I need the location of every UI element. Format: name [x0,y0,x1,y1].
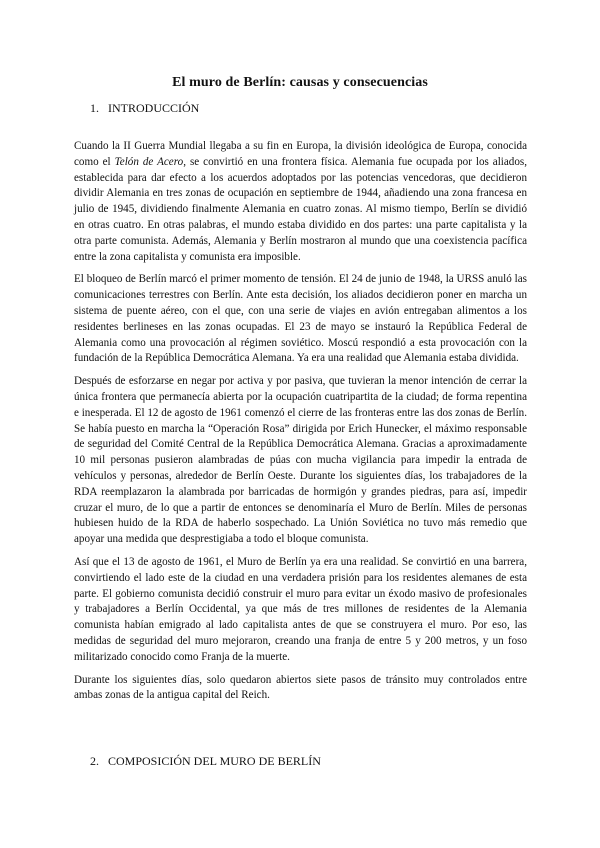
section-title: COMPOSICIÓN DEL MURO DE BERLÍN [108,754,321,768]
paragraph-4: Así que el 13 de agosto de 1961, el Muro de Berlín ya era una realidad. Se convirtió en una barrera, convirtiendo el lado este de la ciudad en una verdadera prisión para los residentes alemanes de esta parte. El gobierno comunista decidió construir el muro para evitar un éxodo masivo de profesionales y trabajadores a Berlín Occidental, ya que más de tres millones de residentes de la Alemania comunista habían emigrado al lado capitalista antes de que se construyera el muro. Por eso, las medidas de seguridad del muro mejoraron, creando una franja de entre 5 y 200 metros, y un foso militarizado conocido como Franja de la muerte. [74,555,527,663]
paragraph-1 [74,139,527,265]
paragraph-5: Durante los siguientes días, solo quedaron abiertos siete pasos de tránsito muy controlados entre ambas zonas de la antigua capital del Reich. [74,673,527,702]
section-title: INTRODUCCIÓN [108,101,200,115]
paragraph-3: Después de esforzarse en negar por activa y por pasiva, que tuvieran la menor intención de cerrar la única frontera que permanecía abierta por la ocupación cuatripartita de la ciudad; de forma repentina e inesperada. El 12 de agosto de 1961 comenzó el cierre de las fronteras entre las dos zonas de Berlín. Se había puesto en marcha la “Operación Rosa” dirigida por Erich Hunecker, el máximo responsable de seguridad del Comité Central de la República Democrática Alemana. Gracias a aproximadamente 10 mil personas pusieron alambradas de púas con mucha vigilancia para impedir la entrada de vehículos y personas, alrededor de Berlín Oeste. Durante los siguientes días, los trabajadores de la RDA reemplazaron la alambrada por barricadas de hormigón y grandes piedras, para así, impedir cruzar el muro, de lo que a partir de entonces se denominaría el Muro de Berlín. Miles de personas hubiesen huido de la RDA de haberlo sospechado. La Unión Soviética no tuvo más remedio que apoyar una medida que desprestigiaba a todo el bloque comunista. [74,375,527,546]
paragraph-text: , se convirtió en una frontera física. Alemania fue ocupada por los aliados, establecida para dar efecto a los acuerdos adoptados por las potencias vencedoras, que decidieron dividir Alemania en tres zonas de ocupación en septiembre de 1944, añadiendo una zona francesa en julio de 1945, dividiendo finalmente Alemania en cuatro zonas. Al mismo tiempo, Berlín se dividió en otras cuatro. En otras palabras, el mundo estaba dividido en dos partes: una parte capitalista y la otra parte comunista. Además, Alemania y Berlín mostraron al mundo que una coexistencia pacífica entre la zona capitalista y comunista era imposible. [74,155,527,263]
section-number: 1. [90,101,99,115]
document-title: El muro de Berlín: causas y consecuencias [172,75,428,90]
emphasis-text: Telón de Acero [114,155,184,168]
section-body [74,139,527,711]
section-heading-composicion [90,754,321,769]
paragraph-text: Cuando la II Guerra Mundial llegaba a su fin en Europa, la división ideológica de Europa, conocida como el [74,140,527,168]
section-number: 2. [90,754,99,768]
paragraph-2: El bloqueo de Berlín marcó el primer momento de tensión. El 24 de junio de 1948, la URSS anuló las comunicaciones terrestres con Berlín. Ante esta decisión, los aliados decidieron poner en marcha un sistema de puente aéreo, con el que, con una serie de viajes en avión entregaban alimentos a los residentes berlineses en las zonas ocupadas. El 23 de mayo se instauró la República Federal de Alemania como una provocación al régimen soviético. Moscú respondió a esta provocación con la fundación de la República Democrática Alemana. Ya era una realidad que Alemania estaba dividida. [74,273,527,365]
section-heading-introduccion [90,101,199,116]
